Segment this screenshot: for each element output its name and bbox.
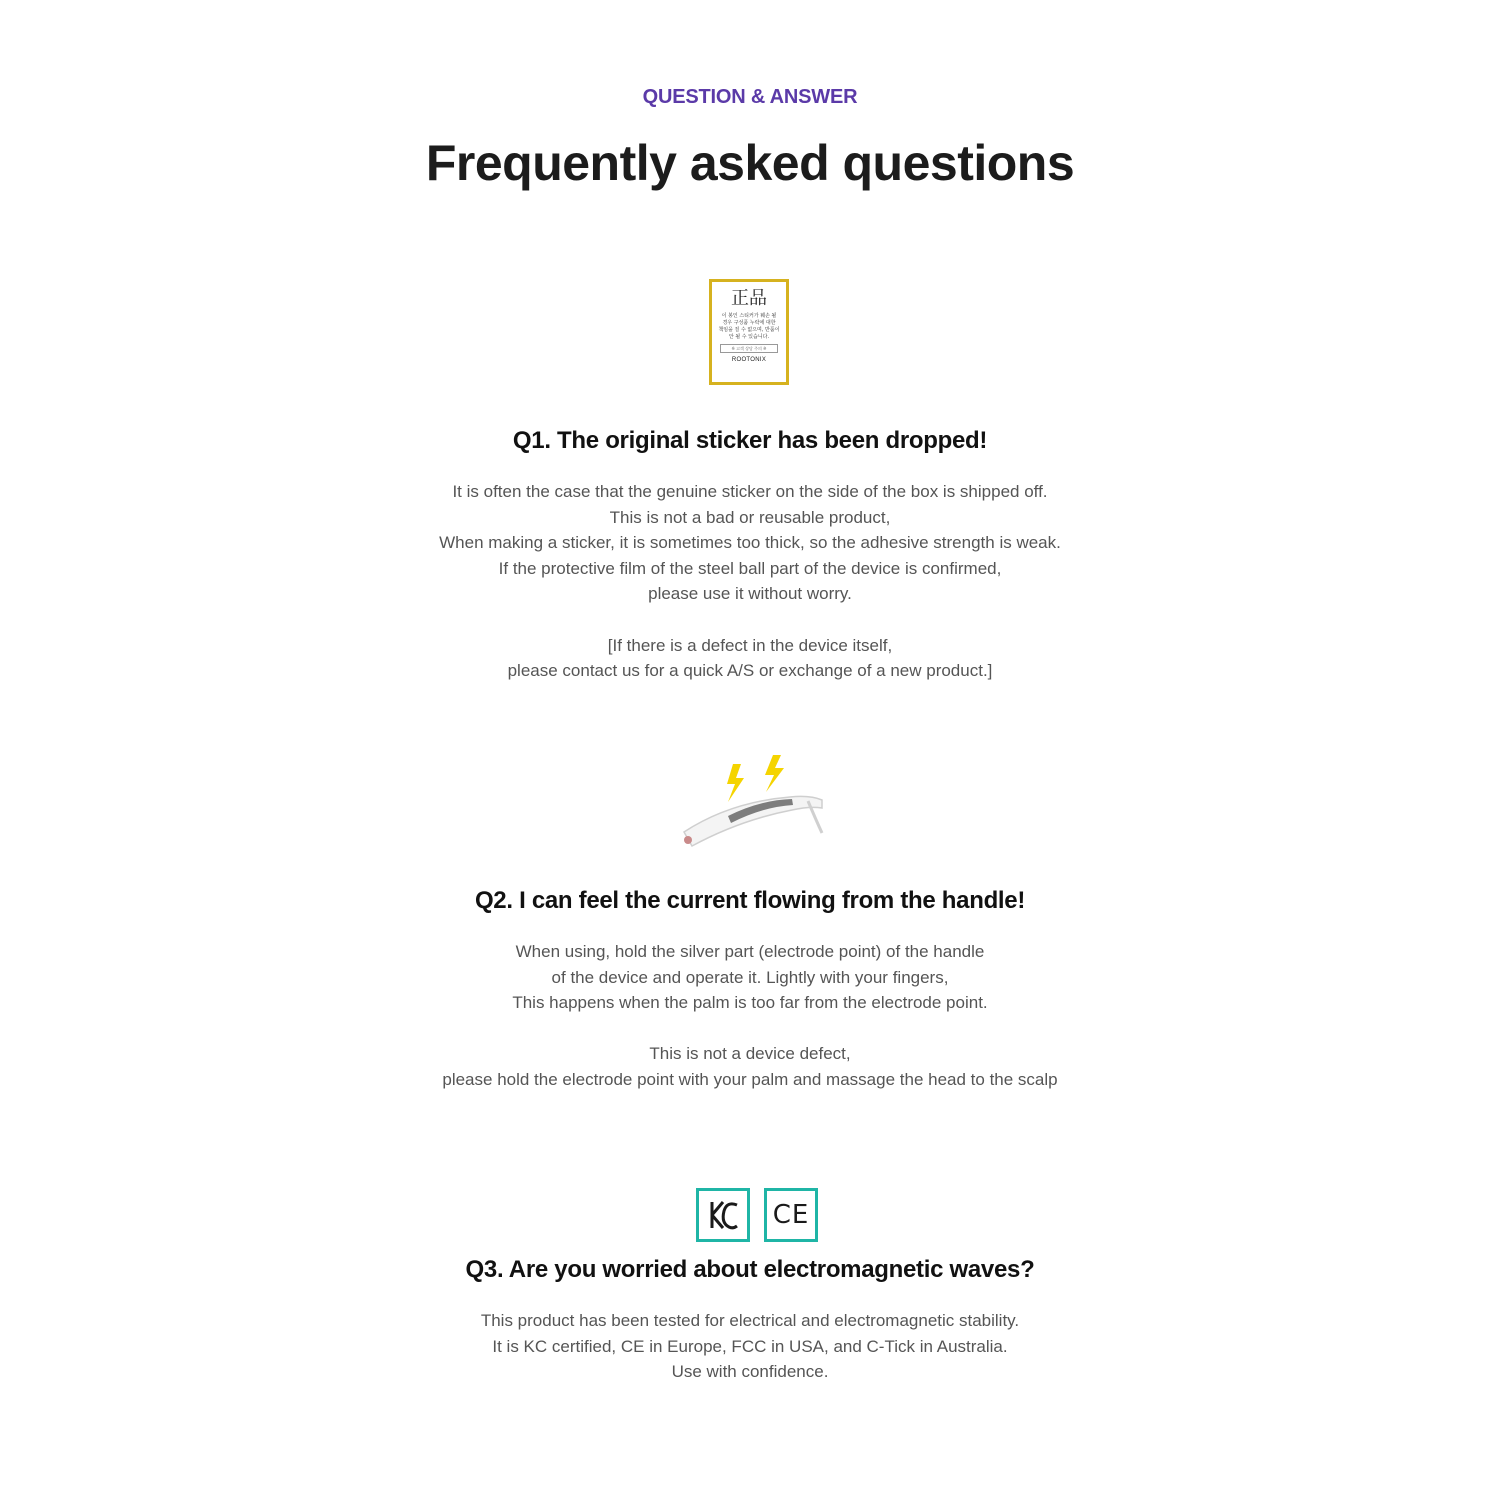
sticker-notice-box: ※ 고객 상담 주의 ※ [720,344,778,353]
answer-line: please use it without worry. [648,584,852,604]
answer-line: of the device and operate it. Lightly with your fingers, [551,967,949,987]
section-eyebrow: QUESTION & ANSWER [642,86,858,108]
faq-item-3 [0,1256,1500,1385]
page-title: Frequently asked questions [425,135,1075,191]
answer-line: This product has been tested for electrical and electromagnetic stability. [480,1311,1020,1330]
device-handle-icon [684,796,822,846]
lightning-icon [765,755,784,792]
sticker-text-line: 책임을 질 수 없으며, 반품이 [718,327,780,333]
answer-line: It is often the case that the genuine sticker on the side of the box is shipped off. [452,482,1048,501]
answer-line: It is KC certified, CE in Europe, FCC in USA, and C-Tick in Australia. [492,1336,1008,1356]
sticker-text-line: 이 봉인 스티커가 훼손 될 [721,313,777,319]
kc-certification-icon [696,1188,750,1242]
answer-line: [If there is a defect in the device itself, [607,635,893,655]
answer-line [0,607,1500,633]
faq-answer [0,479,1500,684]
answer-line: This is not a device defect, [649,1044,851,1064]
genuine-sticker-image [709,279,789,385]
ce-mark-text: CE [772,1200,810,1230]
sticker-text-line: 안 될 수 있습니다. [728,334,770,340]
answer-line: When using, hold the silver part (electrode point) of the handle [515,942,985,961]
faq-question: Q1. The original sticker has been dropped! [512,427,988,454]
answer-line: please hold the electrode point with your palm and massage the head to the scalp [442,1069,1058,1089]
ce-certification-icon [764,1188,818,1242]
sticker-title: 正品 [731,288,767,309]
kc-mark-icon [699,1191,747,1239]
device-current-illustration [670,750,840,860]
answer-line [0,1016,1500,1042]
faq-answer [0,939,1500,1093]
answer-line: This is not a bad or reusable product, [609,507,891,527]
faq-question: Q2. I can feel the current flowing from the handle! [474,887,1026,914]
faq-answer [0,1308,1500,1385]
answer-line: When making a sticker, it is sometimes too thick, so the adhesive strength is weak. [439,533,1061,553]
faq-item-2 [0,887,1500,1093]
sticker-text-line: 경우 구성품 누락에 대한 [722,320,776,326]
answer-line: This happens when the palm is too far from the electrode point. [512,993,988,1013]
answer-line: please contact us for a quick A/S or exchange of a new product.] [507,661,993,681]
sticker-text [712,313,786,341]
answer-line: Use with confidence. [671,1362,829,1382]
faq-question: Q3. Are you worried about electromagnetic waves? [465,1256,1035,1283]
faq-item-1 [0,427,1500,684]
answer-line: If the protective film of the steel ball part of the device is confirmed, [498,558,1002,578]
sticker-brand: ROOTONIX [731,357,767,363]
lightning-icon [727,764,744,802]
